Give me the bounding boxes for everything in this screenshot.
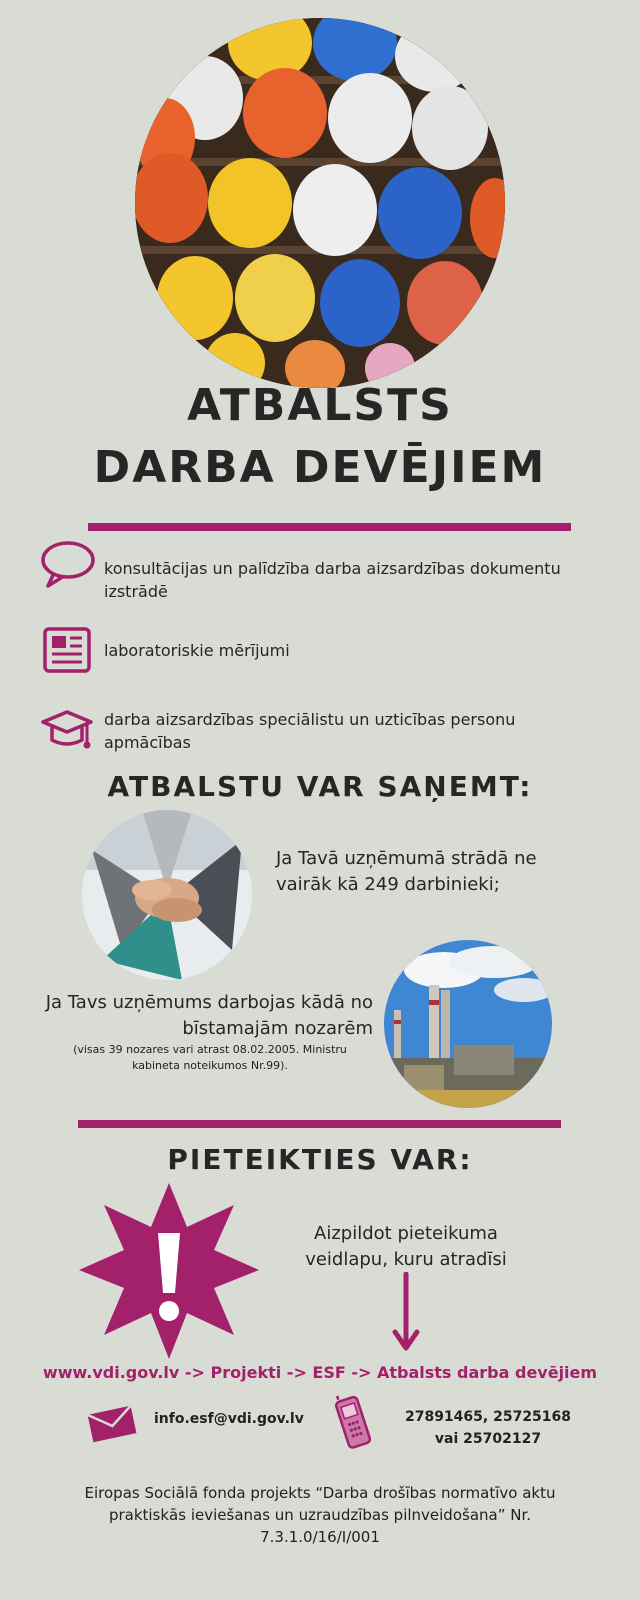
eligibility-heading: ATBALSTU VAR SAŅEMT: — [107, 770, 533, 803]
contact-email[interactable]: info.esf@vdi.gov.lv — [154, 1411, 304, 1427]
factory-chimneys-image — [384, 940, 552, 1108]
condition-employee-count: Ja Tavā uzņēmumā strādā ne vairāk kā 249 darbinieki; — [276, 848, 537, 895]
bullet-lab-measurements: laboratoriskie mērījumi — [104, 641, 290, 660]
apply-instruction: Aizpildot pieteikuma veidlapu, kuru atradīsi — [305, 1223, 507, 1270]
contact-phones[interactable]: 27891465, 25725168 vai 25702127 — [404, 1409, 572, 1447]
exclamation-burst-icon — [74, 1175, 264, 1369]
newspaper-icon — [42, 626, 92, 674]
teamwork-hands-image — [82, 810, 252, 980]
title-divider — [88, 523, 571, 531]
mobile-phone-icon — [332, 1392, 376, 1456]
condition-hazardous-sector: Ja Tavs uzņēmums darbojas kādā no bīstamajām nozarēm — [45, 992, 373, 1039]
graduation-cap-icon — [40, 708, 94, 754]
speech-bubble-icon — [40, 540, 96, 588]
hero-hard-hats-image — [135, 18, 505, 388]
apply-divider — [78, 1120, 561, 1128]
title-line-1: ATBALSTS — [187, 380, 453, 431]
title-line-2: DARBA DEVĒJIEM — [93, 442, 547, 493]
envelope-icon — [86, 1402, 138, 1450]
vdi-website-link[interactable]: www.vdi.gov.lv -> Projekti -> ESF -> Atbalsts darba devējiem — [42, 1363, 598, 1382]
bullet-consultations: konsultācijas un palīdzība darba aizsardzības dokumentu izstrādē — [104, 559, 561, 601]
bullet-training: darba aizsardzības speciālistu un uzticības personu apmācības — [104, 710, 516, 752]
apply-heading: PIETEIKTIES VAR: — [167, 1143, 473, 1176]
project-footer: Eiropas Sociālā fonda projekts “Darba drošības normatīvo aktu praktiskās ieviešanas un uzraudzības pilnveidošana” Nr. 7.3.1.0/16/I/001 — [84, 1484, 556, 1546]
arrow-down-icon — [392, 1272, 420, 1358]
sector-note: (visas 39 nozares vari atrast 08.02.2005. Ministru kabineta noteikumos Nr.99). — [73, 1043, 347, 1072]
